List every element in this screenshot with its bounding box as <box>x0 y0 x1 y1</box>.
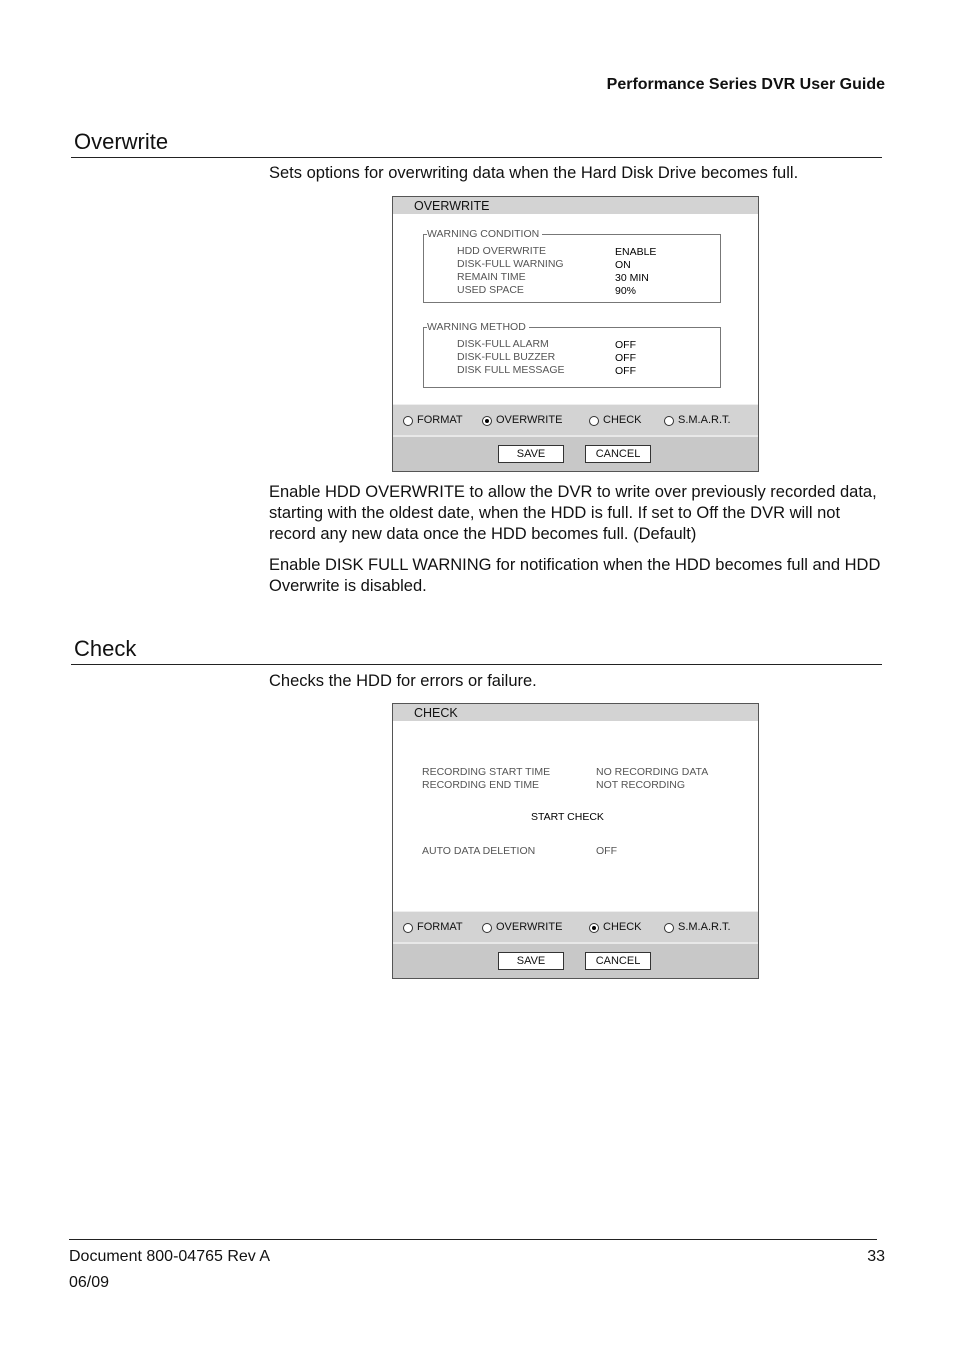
tab-check[interactable]: CHECK <box>589 921 642 934</box>
tab-overwrite[interactable]: OVERWRITE <box>482 414 562 427</box>
disk-full-buzzer-value[interactable]: OFF <box>615 352 636 364</box>
overwrite-button-bar <box>393 435 758 471</box>
disk-full-buzzer-label: DISK-FULL BUZZER <box>457 351 556 363</box>
radio-selected-icon <box>482 416 492 426</box>
radio-icon <box>403 416 413 426</box>
warning-method-group <box>423 321 721 388</box>
remain-time-label: REMAIN TIME <box>457 271 526 283</box>
recording-start-value: NO RECORDING DATA <box>596 766 709 778</box>
disk-full-warning-value[interactable]: ON <box>615 259 631 271</box>
overwrite-paragraph-2: Enable DISK FULL WARNING for notification when the HDD becomes full and HDD Overwrite is disabled. <box>269 556 881 595</box>
overwrite-section-rule <box>71 157 882 158</box>
radio-icon <box>403 923 413 933</box>
remain-time-value[interactable]: 30 MIN <box>615 272 649 284</box>
radio-icon <box>482 923 492 933</box>
tab-overwrite[interactable]: OVERWRITE <box>482 921 562 934</box>
tab-smart[interactable]: S.M.A.R.T. <box>664 414 731 427</box>
auto-data-deletion-value[interactable]: OFF <box>596 845 617 857</box>
check-section-title: Check <box>74 636 137 661</box>
overwrite-intro: Sets options for overwriting data when the Hard Disk Drive becomes full. <box>269 164 799 182</box>
auto-data-deletion-label: AUTO DATA DELETION <box>422 845 536 857</box>
hdd-overwrite-value[interactable]: ENABLE <box>615 246 657 258</box>
overwrite-screen-title: OVERWRITE <box>393 197 758 214</box>
guide-title: Performance Series DVR User Guide <box>606 76 885 93</box>
document-date: 06/09 <box>69 1274 110 1291</box>
recording-end-value: NOT RECORDING <box>596 779 686 791</box>
overwrite-paragraph-1: Enable HDD OVERWRITE to allow the DVR to write over previously recorded data, starting with the oldest date, when the HDD is full. If set to Off the DVR will not record any new data once the HDD becomes full. (Default) <box>269 483 877 543</box>
hdd-overwrite-label: HDD OVERWRITE <box>457 245 547 257</box>
warning-method-label: WARNING METHOD <box>427 320 529 334</box>
used-space-value[interactable]: 90% <box>615 285 637 297</box>
warning-condition-group <box>423 228 721 303</box>
tab-check[interactable]: CHECK <box>589 414 642 427</box>
check-button-bar <box>393 942 758 978</box>
start-check-button[interactable]: START CHECK <box>531 811 604 823</box>
page-number: 33 <box>867 1248 885 1265</box>
check-screen <box>392 703 759 979</box>
radio-icon <box>664 923 674 933</box>
radio-selected-icon <box>589 923 599 933</box>
radio-icon <box>664 416 674 426</box>
check-section-rule <box>71 664 882 665</box>
check-intro: Checks the HDD for errors or failure. <box>269 672 537 690</box>
check-screen-title: CHECK <box>393 704 758 721</box>
save-button[interactable]: SAVE <box>498 952 564 970</box>
recording-end-label: RECORDING END TIME <box>422 779 540 791</box>
disk-full-warning-label: DISK-FULL WARNING <box>457 258 564 270</box>
disk-full-alarm-label: DISK-FULL ALARM <box>457 338 549 350</box>
overwrite-screen-tabs <box>393 404 758 435</box>
save-button[interactable]: SAVE <box>498 445 564 463</box>
tab-smart[interactable]: S.M.A.R.T. <box>664 921 731 934</box>
tab-format[interactable]: FORMAT <box>403 414 463 427</box>
tab-format[interactable]: FORMAT <box>403 921 463 934</box>
check-screen-tabs <box>393 911 758 942</box>
cancel-button[interactable]: CANCEL <box>585 952 651 970</box>
disk-full-alarm-value[interactable]: OFF <box>615 339 636 351</box>
overwrite-screen <box>392 196 759 472</box>
disk-full-message-value[interactable]: OFF <box>615 365 636 377</box>
footer-rule <box>69 1239 877 1240</box>
used-space-label: USED SPACE <box>457 284 524 296</box>
overwrite-description <box>269 482 881 607</box>
overwrite-section-title: Overwrite <box>74 129 169 154</box>
recording-start-label: RECORDING START TIME <box>422 766 551 778</box>
document-number: Document 800-04765 Rev A <box>69 1248 271 1265</box>
cancel-button[interactable]: CANCEL <box>585 445 651 463</box>
warning-condition-label: WARNING CONDITION <box>427 227 542 241</box>
disk-full-message-label: DISK FULL MESSAGE <box>457 364 565 376</box>
radio-icon <box>589 416 599 426</box>
